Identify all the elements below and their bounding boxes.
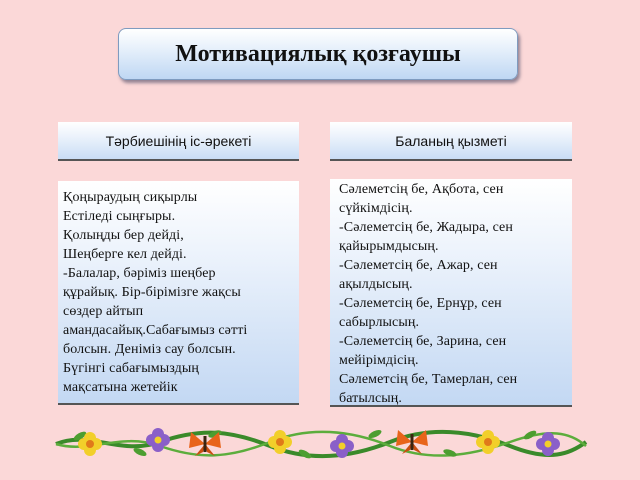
text-line: Бүгінгі сабағымыздың: [63, 361, 199, 376]
text-line: -Балалар, бәріміз шеңбер: [63, 266, 216, 281]
teacher-activity-text: [58, 181, 299, 405]
text-line: батылсың.: [339, 391, 402, 406]
text-line: -Сәлеметсің бе, Ажар, сен: [339, 258, 498, 273]
vine-icon: [56, 428, 586, 460]
text-line: Шеңберге кел дейді.: [63, 247, 187, 262]
title-box: [118, 28, 518, 80]
text-line: ақылдысың.: [339, 277, 413, 292]
text-line: мейірімдісің.: [339, 353, 419, 368]
text-line: сүйкімдісің.: [339, 201, 413, 216]
text-line: Қолыңды бер дейді,: [63, 228, 184, 243]
child-activity-text: [330, 179, 572, 407]
page-title: Мотивациялық қозғаушы: [175, 40, 461, 67]
text-line: -Сәлеметсің бе, Ернұр, сен: [339, 296, 502, 311]
text-line: қайырымдысың.: [339, 239, 439, 254]
text-line: Сәлеметсің бе, Ақбота, сен: [339, 182, 504, 197]
text-line: -Сәлеметсің бе, Зарина, сен: [339, 334, 507, 349]
floral-border: [50, 420, 590, 464]
text-line: сабырлысың.: [339, 315, 420, 330]
text-line: -Сәлеметсің бе, Жадыра, сен: [339, 220, 513, 235]
text-line: сөздер айтып: [63, 304, 144, 319]
text-line: құрайық. Бір-бірімізге жақсы: [63, 285, 241, 300]
text-line: амандасайық.Сабағымыз сәтті: [63, 323, 248, 338]
text-line: Қоңыраудың сиқырлы: [63, 190, 198, 205]
text-line: мақсатына жетейік: [63, 380, 178, 395]
text-line: Естіледі сыңғыры.: [63, 209, 176, 224]
text-line: Сәлеметсің бе, Тамерлан, сен: [339, 372, 518, 387]
right-column-header: Баланың қызметі: [330, 122, 572, 161]
text-line: болсын. Деніміз сау болсын.: [63, 342, 236, 357]
left-column-header: Тәрбиешінің іс-әрекеті: [58, 122, 299, 161]
